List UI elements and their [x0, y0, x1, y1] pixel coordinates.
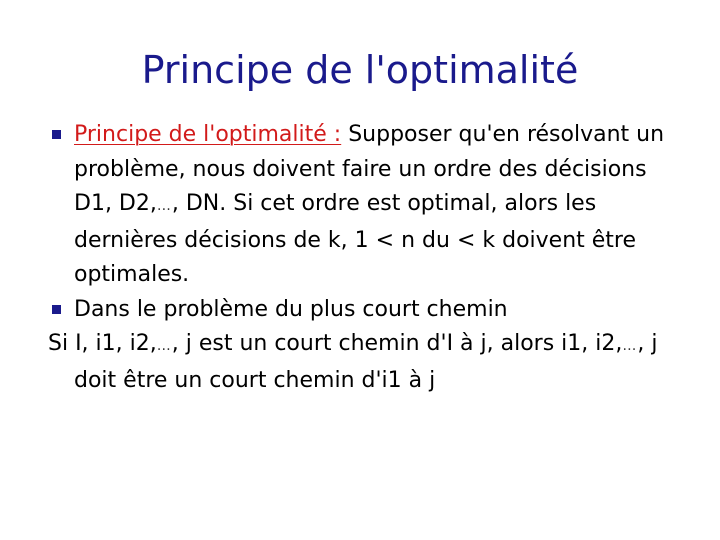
principle-label: Principe de l'optimalité :: [74, 122, 342, 147]
plain-paragraph: [48, 327, 688, 398]
ellipsis: …: [622, 338, 638, 354]
slide-body: [48, 118, 688, 398]
less-than-symbol: <: [375, 227, 395, 253]
plain-text-3: , j doit être un court chemin d'i1 à j: [74, 331, 658, 393]
less-than-symbol: <: [456, 227, 476, 253]
principle-text-4: k doivent être optimales.: [74, 227, 637, 287]
ellipsis: …: [156, 198, 172, 214]
plain-text-1: Si I, i1, i2,: [48, 331, 157, 356]
slide-title: Principe de l'optimalité: [141, 48, 579, 92]
square-bullet-icon: [52, 130, 61, 139]
plain-text-2: , j est un court chemin d'I à j, alors i1, i2,: [171, 331, 623, 356]
square-bullet-icon: [52, 305, 61, 314]
principle-text-2: , DN. Si cet ordre est optimal, alors les dernières décisions de k, 1: [74, 191, 597, 253]
shortest-path-text: Dans le problème du plus court chemin: [74, 296, 508, 322]
bullet-item-shortest-path: [48, 293, 688, 328]
ellipsis: …: [156, 338, 172, 354]
bullet-item-principle: [48, 118, 688, 293]
principle-text-3: n du: [394, 227, 457, 253]
principle-text-1: Supposer qu'en résolvant un problème, nous doivent faire un ordre des décisions D1, D2,: [74, 122, 665, 216]
